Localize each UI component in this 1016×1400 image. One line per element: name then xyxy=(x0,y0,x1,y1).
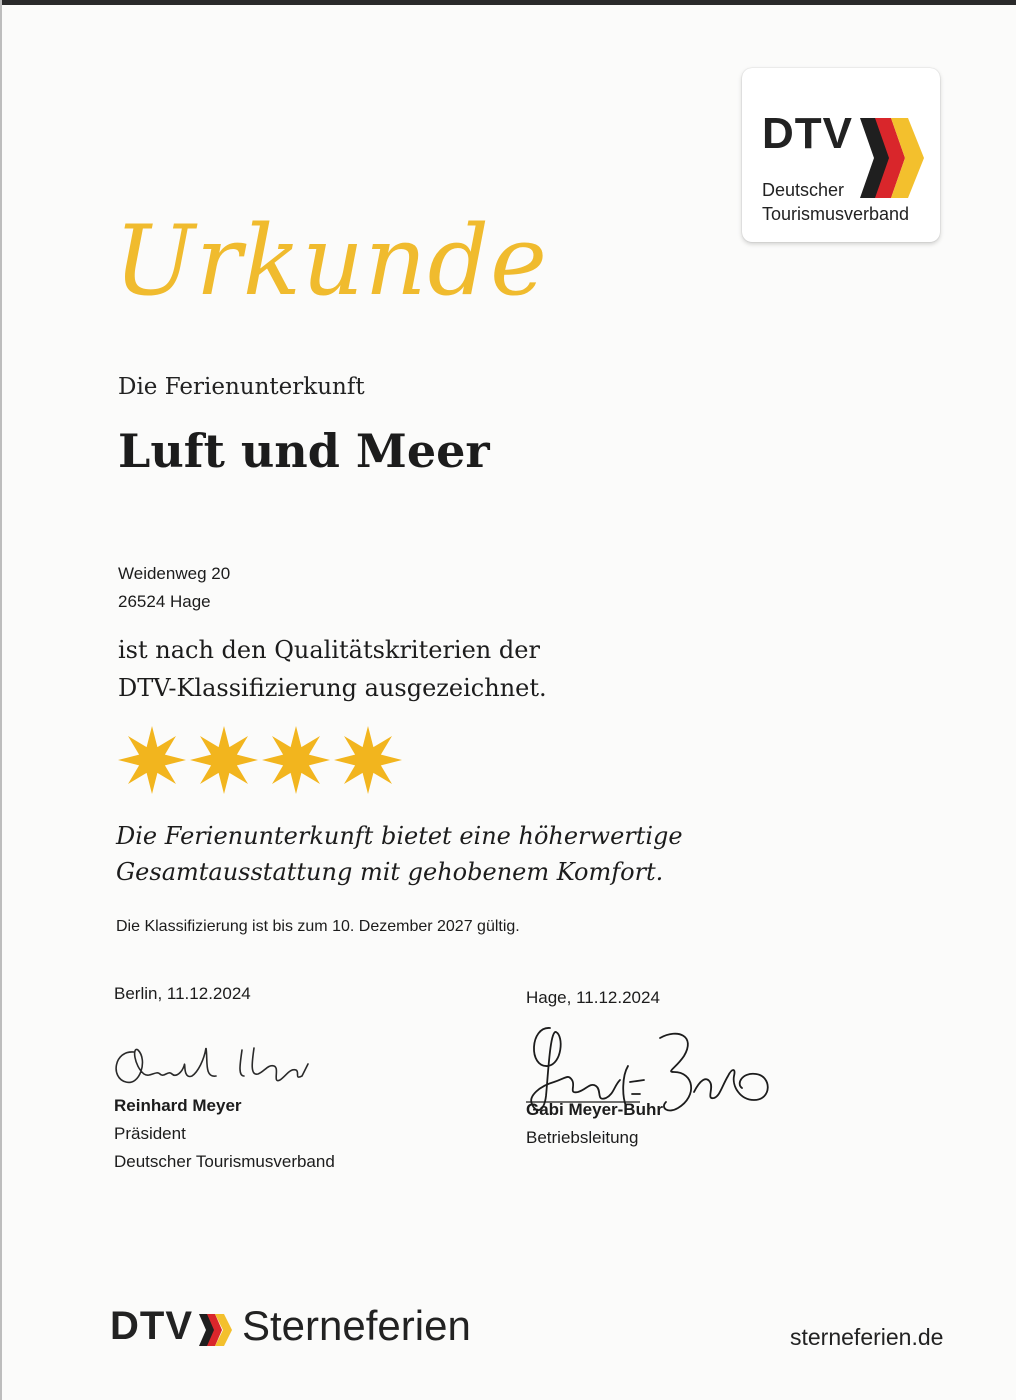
star-icon xyxy=(334,726,402,794)
description-line2: Gesamtausstattung mit gehobenem Komfort. xyxy=(116,858,664,886)
left-signatory-name: Reinhard Meyer xyxy=(114,1096,242,1115)
footer-brand-abbr: DTV xyxy=(110,1304,193,1348)
dtv-logo xyxy=(742,68,940,242)
signature-reinhard-meyer xyxy=(104,1030,324,1100)
star-icon xyxy=(190,726,258,794)
right-signatory-role: Betriebsleitung xyxy=(526,1128,639,1147)
dtv-logo-abbr: DTV xyxy=(762,109,853,158)
quality-statement-line2: DTV-Klassifizierung ausgezeichnet. xyxy=(118,674,547,702)
star-icon xyxy=(118,726,186,794)
validity-note: Die Klassifizierung ist bis zum 10. Dezember 2027 gültig. xyxy=(116,918,520,935)
dtv-logo-line1: Deutscher xyxy=(762,180,845,200)
left-signatory-organization: Deutscher Tourismusverband xyxy=(114,1152,335,1171)
description-line1: Die Ferienunterkunft bietet eine höherwertige xyxy=(116,822,683,850)
certificate-title: Urkunde xyxy=(114,205,548,317)
property-name: Luft und Meer xyxy=(118,424,490,478)
address-city: 26524 Hage xyxy=(118,592,211,611)
dtv-chevron-icon xyxy=(858,116,928,200)
left-signatory-role: Präsident xyxy=(114,1124,186,1143)
footer-chevron-icon xyxy=(198,1312,238,1348)
certificate-subtitle: Die Ferienunterkunft xyxy=(118,374,365,400)
address-street: Weidenweg 20 xyxy=(118,564,231,583)
scan-top-edge xyxy=(0,0,1016,5)
footer-brand-name: Sterneferien xyxy=(242,1302,471,1349)
dtv-logo-line2: Tourismusverband xyxy=(762,204,910,224)
star-icon xyxy=(262,726,330,794)
right-signatory-name: Gabi Meyer-Buhr xyxy=(526,1100,663,1119)
quality-statement-line1: ist nach den Qualitätskriterien der xyxy=(118,636,540,664)
scan-left-edge xyxy=(0,0,2,1400)
star-rating xyxy=(114,722,414,798)
left-place-date: Berlin, 11.12.2024 xyxy=(114,984,251,1003)
right-place-date: Hage, 11.12.2024 xyxy=(526,988,660,1007)
website-url: sterneferien.de xyxy=(790,1324,944,1350)
